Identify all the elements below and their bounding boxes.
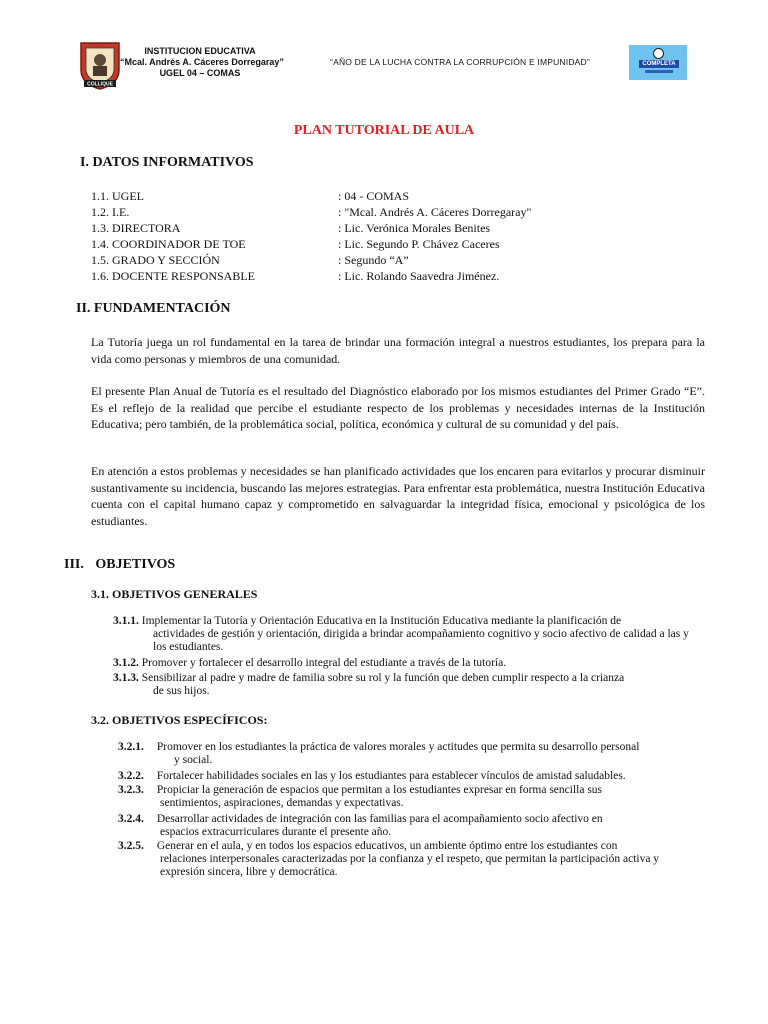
completa-logo [629,45,687,80]
objective-item [118,840,702,879]
objective-text: Implementar la Tutoría y Orientación Educativa en la Institución Educativa mediante la planificación de [141,615,622,627]
objective-item [113,615,693,654]
objective-number: 3.2.1. [118,741,144,753]
objective-text-continued: actividades de gestión y orientación, dirigida a brindar acompañamiento cognitivo y socio afectivo de calidad a las y los estudiantes. [153,628,689,653]
objective-number: 3.2.2. [118,770,144,782]
objective-text: Generar en el aula, y en todos los espacios educativos, un ambiente óptimo entre los estudiantes con [156,840,618,852]
paragraph: El presente Plan Anual de Tutoría es el resultado del Diagnóstico elaborado por los mismos estudiantes del Primer Grado “E”. Es el reflejo de la realidad que percibe el estudiante respecto de los problemas y necesidades internas de la Institución Educativa; pero también, de la problemática social, política, económica y cultural de su comunidad y del país. [91,384,705,431]
info-label: 1.6. DOCENTE RESPONSABLE [91,269,256,283]
info-label: 1.4. COORDINADOR DE TOE [91,237,246,251]
objective-item [118,813,702,839]
institution-header [120,46,284,79]
objective-number: 3.2.4. [118,813,144,825]
objective-text-continued: de sus hijos. [153,685,210,697]
objective-text-continued: relaciones interpersonales caracterizadas por la confianza y el respeto, que permitan la participación activa y expresión sincera, libre y democrática. [160,853,660,878]
info-label: 1.5. GRADO Y SECCIÓN [91,253,220,267]
school-crest-logo [78,40,122,90]
sun-icon [653,48,664,59]
objective-text: Fortalecer habilidades sociales en las y los estudiantes para establecer vínculos de amistad saludables. [156,770,626,782]
objective-text: Sensibilizar al padre y madre de familia sobre su rol y la función que deben cumplir respecto a la crianza [141,672,625,684]
crest-caption: COLLIQUE [87,81,113,88]
objective-number: 3.1.2. [113,657,139,669]
section3-title: OBJETIVOS [95,557,176,572]
institution-line3: UGEL 04 – COMAS [159,68,241,78]
objective-number: 3.2.5. [118,840,144,852]
info-value: : Segundo “A” [338,253,409,267]
specific-objectives-heading: 3.2. OBJETIVOS ESPECÍFICOS: [91,713,268,727]
info-value: : "Mcal. Andrés A. Cáceres Dorregaray" [338,205,532,219]
objective-item [118,770,702,783]
institution-line2: “Mcal. Andrés A. Cáceres Dorregaray” [120,57,284,67]
logo-underline [645,70,673,73]
objective-item [113,672,693,698]
section3-number: III. [64,557,84,572]
objective-text: Promover y fortalecer el desarrollo integral del estudiante a través de la tutoría. [141,657,507,669]
section2-heading: II. FUNDAMENTACIÓN [76,301,231,316]
institution-line1: INSTITUCION EDUCATIVA [144,46,256,56]
objective-text-continued: espacios extracurriculares durante el presente año. [160,826,392,838]
info-value: : Lic. Rolando Saavedra Jiménez. [338,269,500,283]
school-crest-icon [78,40,122,90]
objective-number: 3.1.3. [113,672,139,684]
objective-number: 3.1.1. [113,615,139,627]
objective-text: Propiciar la generación de espacios que permitan a los estudiantes expresar en forma sencilla sus [156,784,603,796]
objective-text-continued: sentimientos, aspiraciones, demandas y expectativas. [160,797,404,809]
year-motto: “AÑO DE LA LUCHA CONTRA LA CORRUPCIÓN E IMPUNIDAD” [330,57,590,67]
objective-text: Desarrollar actividades de integración con las familias para el acompañamiento socio afectivo en [156,813,603,825]
paragraph: En atención a estos problemas y necesidades se han planificado actividades que los encaren para evitarlos y procurar disminuir sustantivamente su incidencia, buscando las mejores estrategias. Para enfrentar esta problemática, nuestra Institución Educativa cuenta con el capital humano capaz y comprometido en salvaguardar la integridad física, emocional y psicológica de los estudiantes. [91,464,705,528]
general-objectives-heading: 3.1. OBJETIVOS GENERALES [91,587,258,601]
document-title: PLAN TUTORIAL DE AULA [293,123,475,138]
objective-item [118,741,702,767]
info-value: : Lic. Verónica Morales Benites [338,221,491,235]
section1-heading: I. DATOS INFORMATIVOS [80,155,254,170]
objective-item [118,784,702,810]
paragraph: La Tutoría juega un rol fundamental en la tarea de brindar una formación integral a nuestros estudiantes, los prepara para la vida como personas y miembros de una comunidad. [91,335,705,366]
objective-text: Promover en los estudiantes la práctica de valores morales y actitudes que permita su desarrollo personal [156,741,640,753]
info-label: 1.2. I.E. [91,205,130,219]
objective-number: 3.2.3. [118,784,144,796]
objective-text-continued: y social. [174,754,213,766]
info-label: 1.3. DIRECTORA [91,221,181,235]
info-value: : 04 - COMAS [338,189,410,203]
completa-logo-text: COMPLETA [639,60,679,68]
section3-heading [64,557,175,573]
info-value: : Lic. Segundo P. Chávez Caceres [338,237,500,251]
info-label: 1.1. UGEL [91,189,144,203]
objective-item [113,657,693,670]
